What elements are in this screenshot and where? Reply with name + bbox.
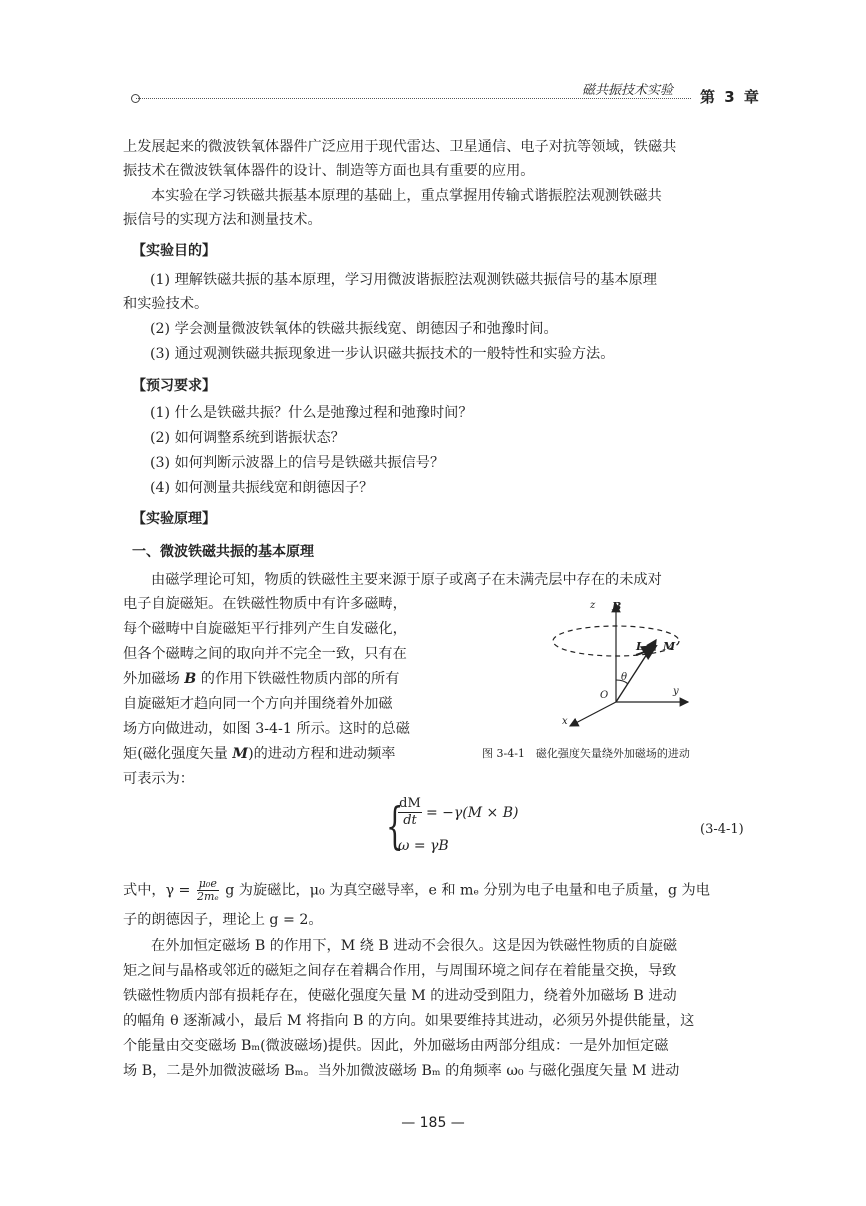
intro-line-4: 振信号的实现方法和测量技术。	[123, 212, 322, 228]
figure-label-l: L	[636, 640, 644, 653]
para2-line-5: 个能量由交变磁场 Bₘ(微波磁场)提供。因此，外加磁场由两部分组成：一是外加恒定磁	[123, 1038, 669, 1054]
intro-line-1: 上发展起来的微波铁氧体器件广泛应用于现代雷达、卫星通信、电子对抗等领域，铁磁共	[123, 139, 677, 155]
principle-heading: 【实验原理】	[132, 511, 216, 527]
equation-frac-bot: dt	[403, 813, 417, 828]
preview-question-2: (2) 如何调整系统到谐振状态？	[150, 430, 345, 446]
figure-label-m: M	[663, 640, 676, 653]
principle-line-4: 但各个磁畴之间的取向并不完全一致，只有在	[123, 646, 407, 662]
intro-line-3: 本实验在学习铁磁共振基本原理的基础上，重点掌握用传输式谐振腔法观测铁磁共	[151, 188, 662, 204]
x-axis	[570, 702, 616, 726]
after-eq-line-1: 式中，γ = $\frac{\text{μ₀e}}{\text{2mₑ}}$ g 为旋磁比，μ₀ 为真空磁导率，e 和 mₑ 分别为电子电量和电子质量，g 为电	[123, 877, 710, 903]
para2-line-3: 铁磁性物质内部有损耗存在，使磁化强度矢量 M 的进动受到阻力，绕着外加磁场 B 进动	[123, 988, 677, 1004]
purpose-heading: 【实验目的】	[132, 243, 216, 259]
figure-label-b: B	[612, 600, 622, 613]
purpose-item-3: (3) 通过观测铁磁共振现象进一步认识磁共振技术的一般特性和实验方法。	[150, 346, 615, 362]
purpose-item-1-cont: 和实验技术。	[123, 296, 209, 312]
para2-line-6: 场 B，二是外加微波磁场 Bₘ。当外加微波磁场 Bₘ 的角频率 ω₀ 与磁化强度矢量 M 进动	[123, 1063, 680, 1079]
principle-line-1: 由磁学理论可知，物质的铁磁性主要来源于原子或离子在未满壳层中存在的未成对	[151, 572, 662, 588]
principle-line-6: 自旋磁矩才趋向同一个方向并围绕着外加磁	[123, 696, 393, 712]
equation-brace: {	[386, 797, 404, 855]
preview-question-4: (4) 如何测量共振线宽和朗德因子？	[150, 480, 374, 496]
purpose-item-1: (1) 理解铁磁共振的基本原理，学习用微波谐振腔法观测铁磁共振信号的基本原理	[150, 272, 657, 288]
principle-line-7: 场方向做进动，如图 3-4-1 所示。这时的总磁	[123, 721, 410, 737]
page-number: — 185 —	[401, 1115, 465, 1131]
para2-line-2: 矩之间与晶格或邻近的磁矩之间存在着耦合作用，与周围环境之间存在着能量交换，导致	[123, 963, 677, 979]
figure-label-z: z	[590, 600, 596, 611]
figure-caption: 图 3-4-1 磁化强度矢量绕外加磁场的进动	[482, 747, 690, 760]
principle-line-9: 可表示为：	[123, 771, 194, 787]
preview-heading: 【预习要求】	[132, 378, 216, 394]
principle-line-8: 矩(磁化强度矢量 M)的进动方程和进动频率	[123, 746, 396, 762]
principle-line-5: 外加磁场 B 的作用下铁磁性物质内部的所有	[123, 671, 400, 687]
header-chapter: 第 3 章	[700, 88, 761, 106]
figure-label-o: O	[600, 690, 609, 701]
equation-number: (3-4-1)	[700, 822, 744, 837]
equation-line-2: ω = γB	[398, 838, 449, 854]
figure-label-y: y	[673, 686, 679, 697]
equation-fraction	[398, 796, 422, 829]
figure-label-theta: θ	[621, 672, 628, 683]
principle-subheading: 一、微波铁磁共振的基本原理	[132, 544, 314, 560]
header-book-title: 磁共振技术实验	[582, 83, 674, 98]
equation-rhs: = −γ(M × B)	[426, 805, 519, 821]
preview-question-3: (3) 如何判断示波器上的信号是铁磁共振信号？	[150, 455, 445, 471]
principle-line-2: 电子自旋磁矩。在铁磁性物质中有许多磁畴，	[123, 596, 407, 612]
purpose-item-2: (2) 学会测量微波铁氧体的铁磁共振线宽、朗德因子和弛豫时间。	[150, 321, 558, 337]
header-rule	[136, 98, 691, 99]
para2-line-4: 的幅角 θ 逐渐减小，最后 M 将指向 B 的方向。如果要维持其进动，必须另外提供能量，这	[123, 1013, 695, 1029]
preview-question-1: (1) 什么是铁磁共振？什么是弛豫过程和弛豫时间？	[150, 405, 473, 421]
after-eq-line-2: 子的朗德因子，理论上 g = 2。	[123, 912, 323, 928]
principle-line-3: 每个磁畴中自旋磁矩平行排列产生自发磁化，	[123, 621, 407, 637]
equation-frac-top: dM	[399, 796, 421, 811]
para2-line-1: 在外加恒定磁场 B 的作用下，M 绕 B 进动不会很久。这是因为铁磁性物质的自旋磁	[151, 938, 678, 954]
intro-line-2: 振技术在微波铁氧体器件的设计、制造等方面也具有重要的应用。	[123, 163, 535, 179]
figure-label-x: x	[562, 716, 568, 727]
